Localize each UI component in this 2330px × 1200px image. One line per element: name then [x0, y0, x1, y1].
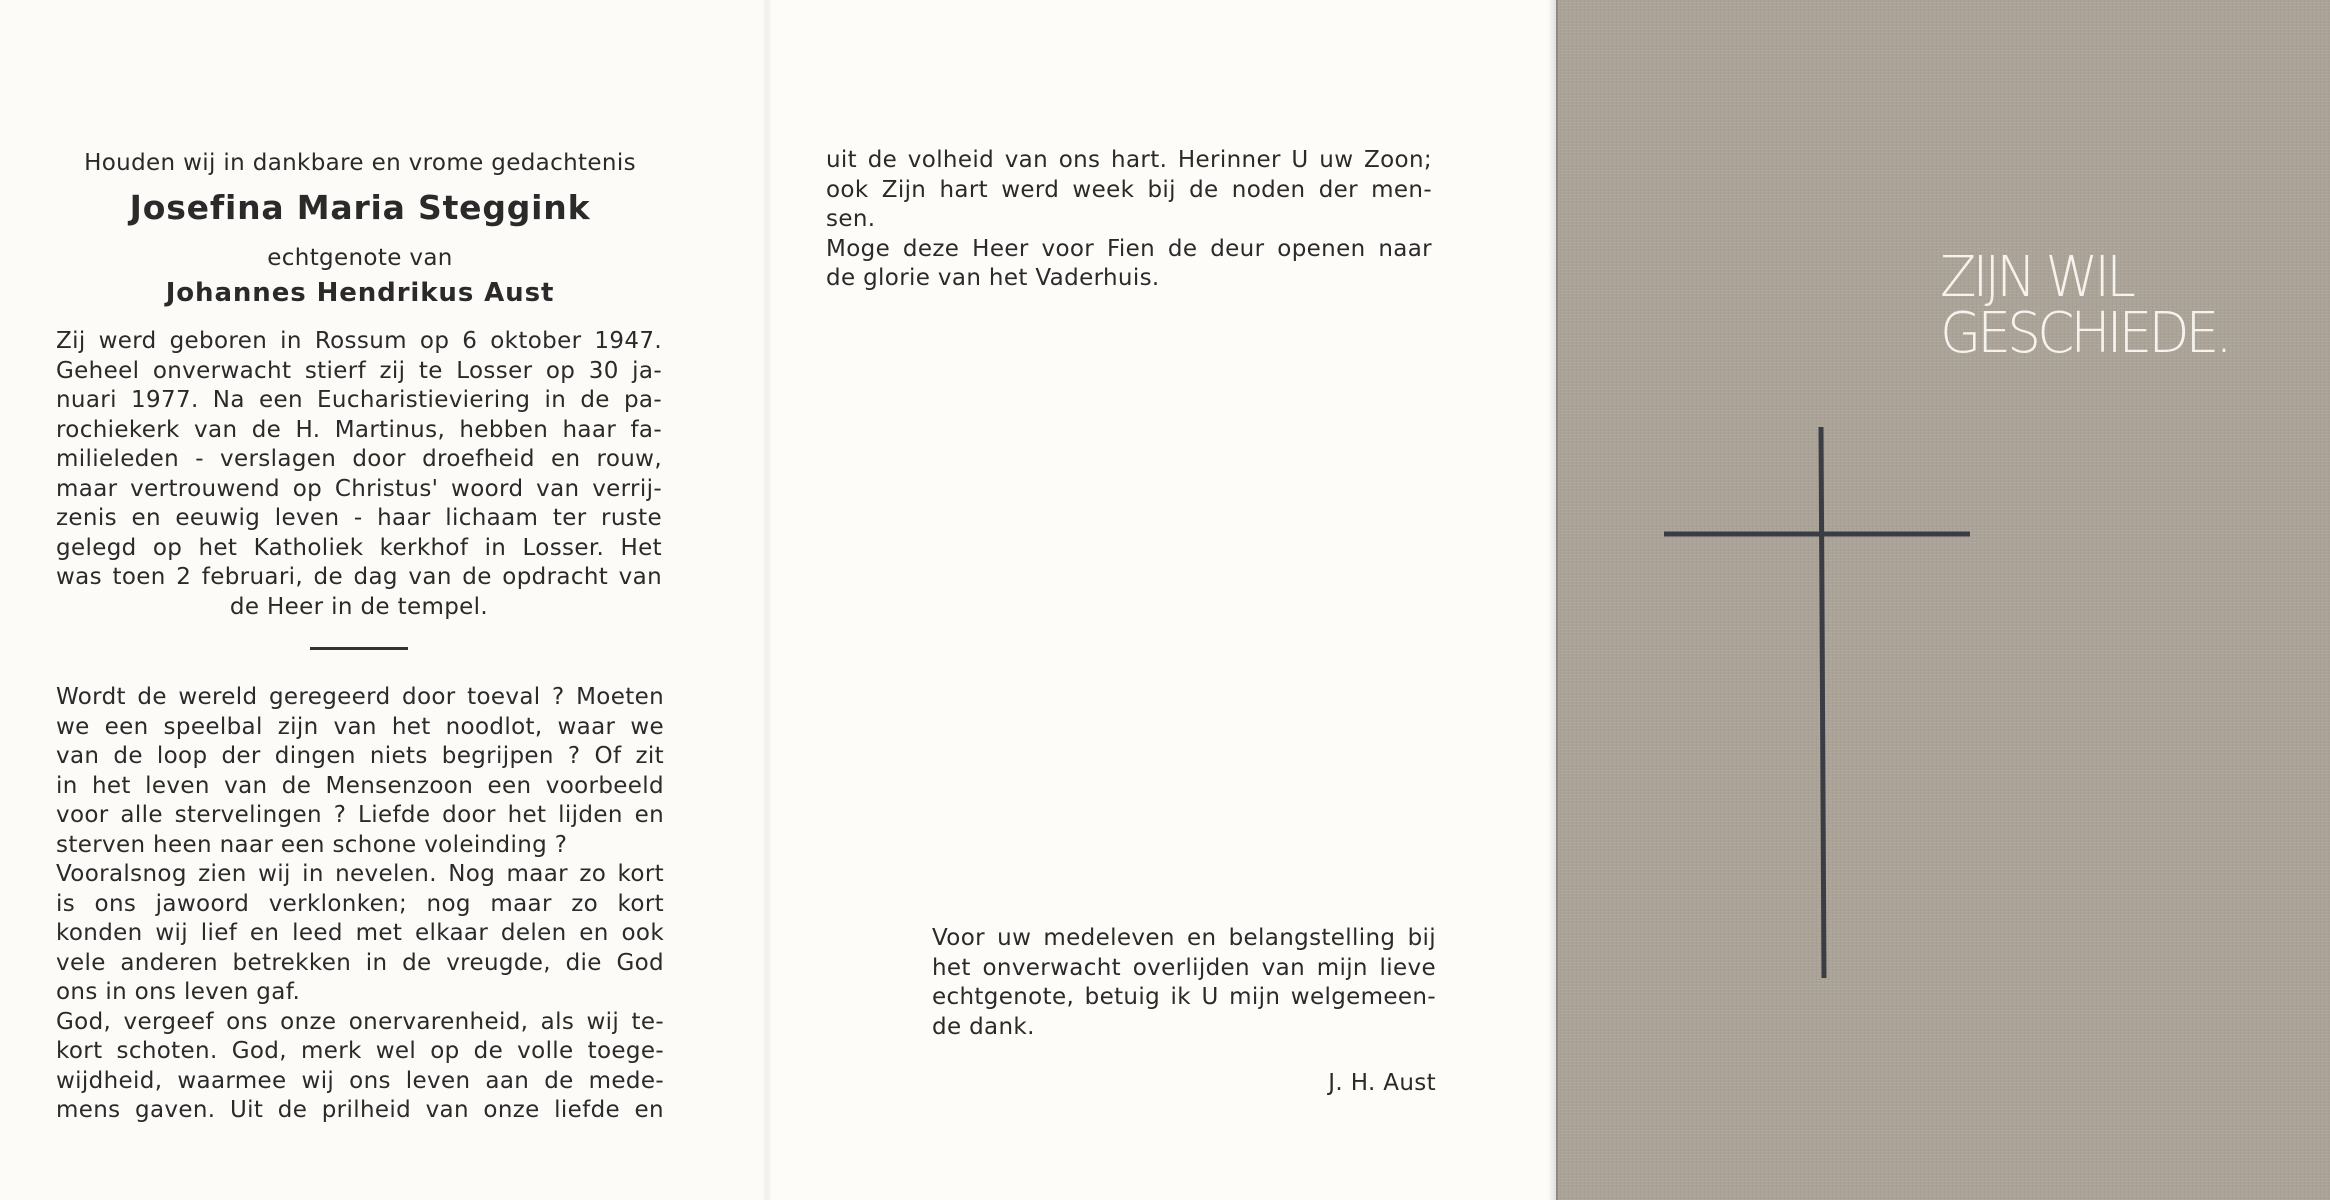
thanks-line: de dank. [932, 1013, 1035, 1040]
thanks-line: het onverwacht overlijden van mijn lieve [932, 954, 1436, 981]
reflection-line: God, vergeef ons onze onervarenheid, als wij te- [56, 1008, 664, 1035]
biography [56, 327, 662, 622]
reflection-line: Vooralsnog zien wij in nevelen. Nog maar zo kort [56, 861, 664, 887]
bio-line: rochiekerk van de H. Martinus, hebben haar fa- [56, 416, 662, 443]
continuation-line: Moge deze Heer voor Fien de deur openen naar [826, 235, 1432, 262]
continuation-line: ook Zijn hart werd week bij de noden der men- [826, 176, 1432, 203]
reflection-line: kort schoten. God, merk wel op de volle toege- [56, 1038, 664, 1064]
bio-line: zenis en eeuwig leven - haar lichaam ter ruste [56, 505, 662, 531]
reflection-line: konden wij lief en leed met elkaar delen en ook [56, 920, 664, 946]
bio-line: was toen 2 februari, de dag van de opdracht van [56, 564, 662, 590]
reflection-line: sterven heen naar een schone voleinding ? [56, 831, 568, 858]
continuation-line: uit de volheid van ons hart. Herinner U uw Zoon; [826, 147, 1432, 173]
reflection-line: voor alle stervelingen ? Liefde door het lijden en [56, 802, 664, 828]
deceased-name: Josefina Maria Steggink [129, 188, 591, 227]
continuation-line: sen. [826, 206, 876, 232]
reflection-line: vele anderen betrekken in de vreugde, die God [56, 949, 664, 976]
bio-line: Zij werd geboren in Rossum op 6 oktober 1947. [56, 328, 662, 354]
bio-line: milieleden - verslagen door droefheid en rouw, [56, 446, 662, 472]
reflection-line: wijdheid, waarmee wij ons leven aan de mede- [56, 1067, 664, 1094]
bio-line: maar vertrouwend op Christus' woord van verrij- [56, 475, 662, 502]
cross-vertical-bar [1821, 427, 1824, 978]
bio-line: de Heer in de tempel. [229, 593, 489, 620]
spouse-label: echtgenote van [267, 245, 453, 271]
intro-text: Houden wij in dankbare en vrome gedachtenis [84, 150, 636, 176]
motto-line: GESCHIEDE. [1940, 301, 2229, 366]
reflection-line: Wordt de wereld geregeerd door toeval ? Moeten [56, 684, 664, 710]
motto [1940, 245, 2263, 366]
cover-panel [1556, 0, 2330, 1200]
bio-line: nuari 1977. Na een Eucharistieviering in de pa- [56, 387, 662, 413]
reflection-line: we een speelbal zijn van het noodlot, waar we [56, 713, 664, 740]
reflection-text [56, 683, 664, 1126]
thanks-line: echtgenote, betuig ik U mijn welgemeen- [932, 984, 1436, 1010]
cross-icon [1664, 425, 1974, 985]
continuation-line: de glorie van het Vaderhuis. [826, 265, 1160, 291]
thanks-text [932, 924, 1436, 1042]
signature: J. H. Aust [1328, 1070, 1436, 1096]
reflection-line: ons in ons leven gaf. [56, 979, 301, 1005]
left-panel [0, 0, 770, 1200]
reflection-line: van de loop der dingen niets begrijpen ? Of zit [56, 743, 664, 769]
divider [310, 647, 408, 650]
reflection-line: is ons jawoord verklonken; nog maar zo kort [56, 890, 664, 917]
middle-panel [770, 0, 1556, 1200]
continuation-text [826, 146, 1432, 294]
thanks-line: Voor uw medeleven en belangstelling bij [932, 925, 1436, 951]
bio-line: Geheel onverwacht stierf zij te Losser op 30 ja- [56, 357, 662, 384]
spouse-name: Johannes Hendrikus Aust [165, 278, 555, 308]
bio-line: gelegd op het Katholiek kerkhof in Losser. Het [56, 534, 662, 561]
reflection-line: mens gaven. Uit de prilheid van onze liefde en [56, 1097, 664, 1123]
motto-line: ZIJN WIL [1940, 245, 2133, 310]
reflection-line: in het leven van de Mensenzoon een voorbeeld [56, 772, 664, 799]
